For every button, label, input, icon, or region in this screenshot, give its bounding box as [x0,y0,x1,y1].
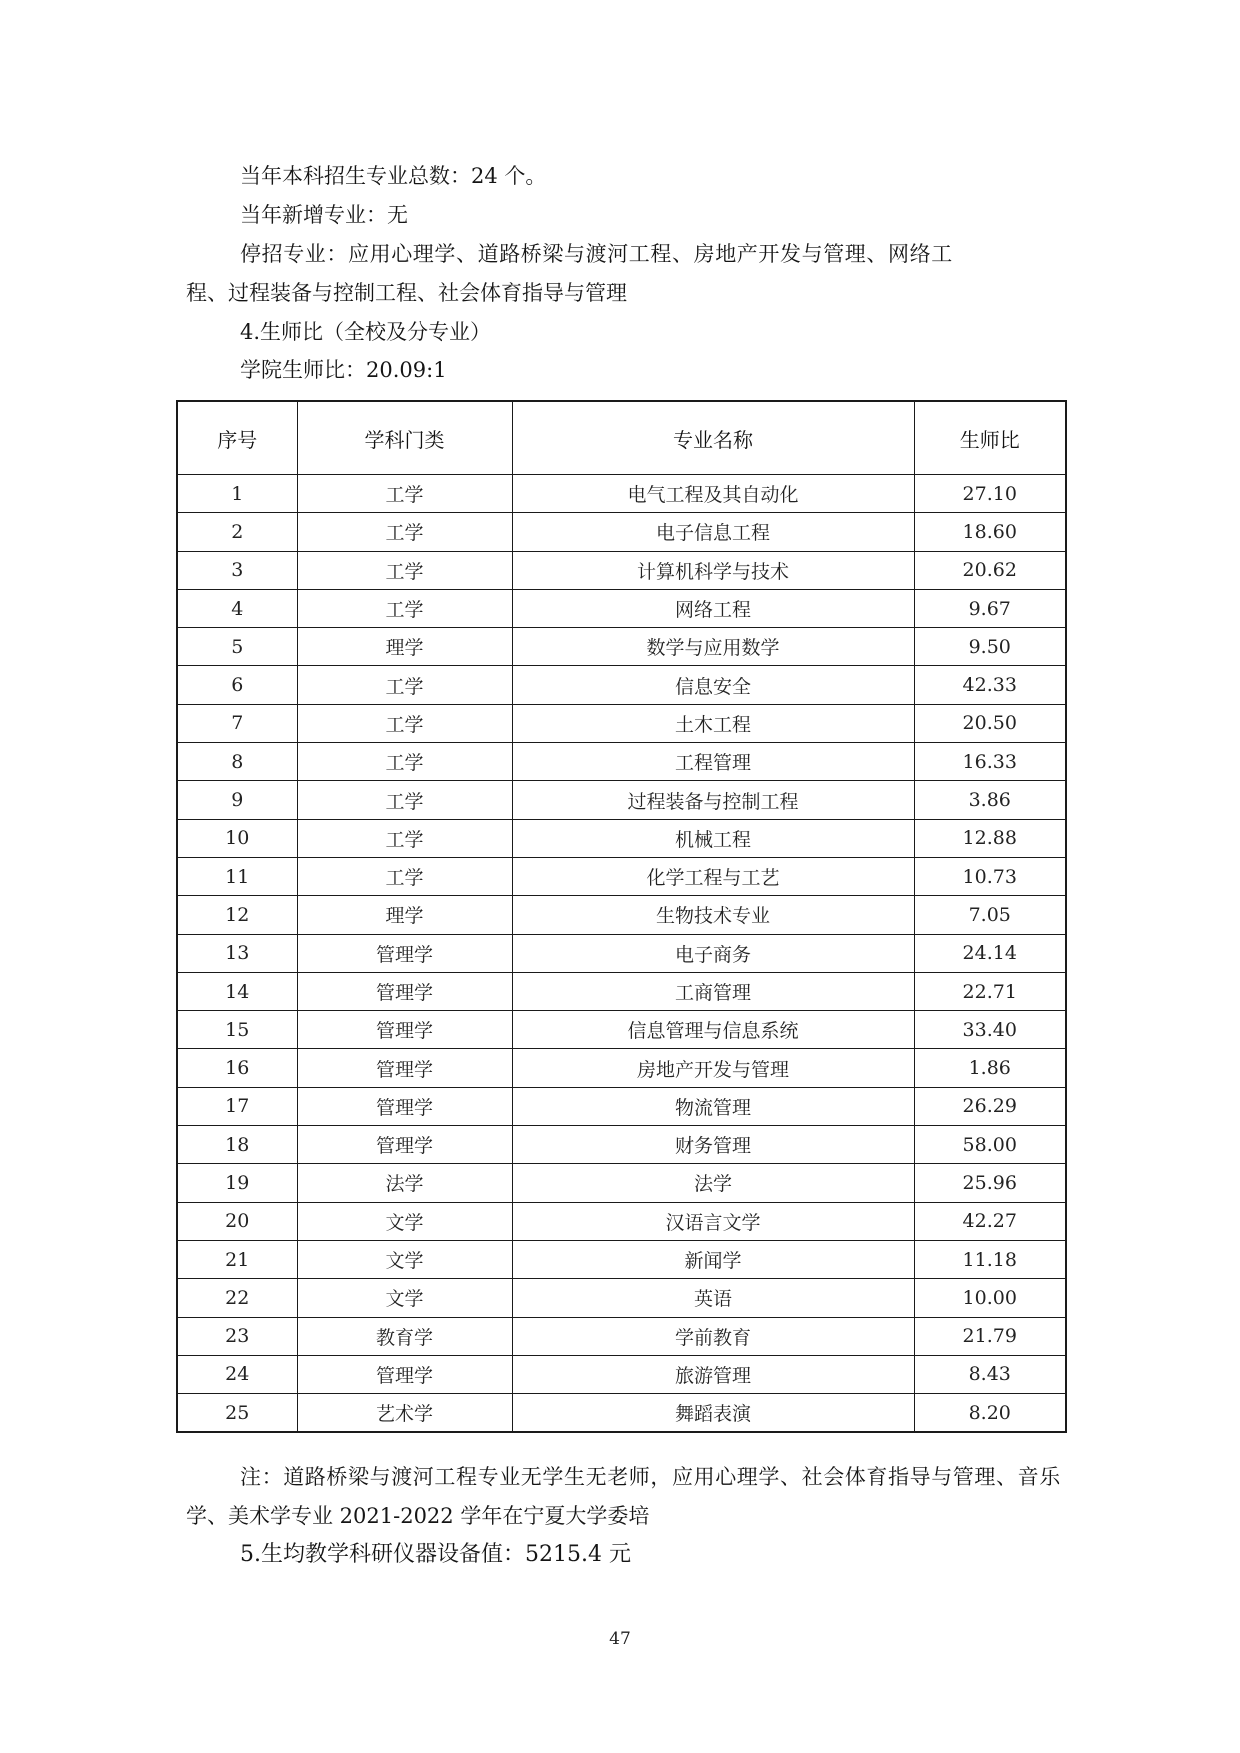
table-note-line1: 注：道路桥梁与渡河工程专业无学生无老师，应用心理学、社会体育指导与管理、音乐 [240,1465,1061,1489]
cell-index: 9 [177,781,297,819]
cell-major-name: 物流管理 [512,1087,914,1125]
cell-ratio: 7.05 [914,896,1066,934]
table-row [177,781,1066,819]
cell-index: 17 [177,1087,297,1125]
student-teacher-ratio-table [176,400,1067,1433]
header-discipline: 学科门类 [297,401,512,475]
cell-index: 5 [177,628,297,666]
table-row [177,857,1066,895]
table-row [177,1317,1066,1355]
cell-discipline: 管理学 [297,972,512,1010]
cell-major-name: 英语 [512,1279,914,1317]
cell-major-name: 新闻学 [512,1240,914,1278]
section5-equipment-value: 5.生均教学科研仪器设备值：5215.4 元 [240,1542,631,1567]
cell-index: 21 [177,1240,297,1278]
cell-index: 3 [177,551,297,589]
cell-ratio: 18.60 [914,513,1066,551]
cell-major-name: 信息管理与信息系统 [512,1011,914,1049]
cell-ratio: 8.43 [914,1355,1066,1393]
table-row [177,1049,1066,1087]
cell-major-name: 过程装备与控制工程 [512,781,914,819]
cell-ratio: 10.73 [914,857,1066,895]
cell-major-name: 计算机科学与技术 [512,551,914,589]
cell-major-name: 工程管理 [512,743,914,781]
header-major-name: 专业名称 [512,401,914,475]
cell-discipline: 管理学 [297,934,512,972]
cell-ratio: 10.00 [914,1279,1066,1317]
cell-discipline: 管理学 [297,1355,512,1393]
table-row [177,1011,1066,1049]
cell-index: 12 [177,896,297,934]
table-row [177,1240,1066,1278]
table-note-line2: 学、美术学专业 2021-2022 学年在宁夏大学委培 [186,1504,650,1528]
cell-major-name: 旅游管理 [512,1355,914,1393]
cell-index: 20 [177,1202,297,1240]
table-row [177,1202,1066,1240]
cell-discipline: 工学 [297,781,512,819]
cell-ratio: 24.14 [914,934,1066,972]
page-number: 47 [609,1629,631,1649]
table-row [177,666,1066,704]
cell-discipline: 工学 [297,819,512,857]
table-row [177,551,1066,589]
cell-major-name: 房地产开发与管理 [512,1049,914,1087]
cell-discipline: 工学 [297,666,512,704]
cell-index: 13 [177,934,297,972]
cell-ratio: 42.27 [914,1202,1066,1240]
cell-ratio: 58.00 [914,1126,1066,1164]
cell-discipline: 管理学 [297,1049,512,1087]
cell-discipline: 工学 [297,857,512,895]
cell-index: 24 [177,1355,297,1393]
cell-index: 18 [177,1126,297,1164]
cell-index: 2 [177,513,297,551]
cell-discipline: 教育学 [297,1317,512,1355]
cell-major-name: 财务管理 [512,1126,914,1164]
cell-discipline: 管理学 [297,1011,512,1049]
cell-index: 22 [177,1279,297,1317]
cell-discipline: 理学 [297,628,512,666]
table-row [177,896,1066,934]
cell-ratio: 20.50 [914,704,1066,742]
table-row [177,475,1066,513]
cell-ratio: 1.86 [914,1049,1066,1087]
table-row [177,589,1066,627]
cell-major-name: 机械工程 [512,819,914,857]
cell-discipline: 工学 [297,551,512,589]
cell-ratio: 9.67 [914,589,1066,627]
cell-ratio: 9.50 [914,628,1066,666]
cell-ratio: 26.29 [914,1087,1066,1125]
cell-major-name: 电子信息工程 [512,513,914,551]
cell-index: 7 [177,704,297,742]
cell-index: 4 [177,589,297,627]
cell-discipline: 工学 [297,513,512,551]
cell-ratio: 20.62 [914,551,1066,589]
cell-discipline: 工学 [297,475,512,513]
cell-index: 15 [177,1011,297,1049]
table-row [177,1279,1066,1317]
cell-ratio: 16.33 [914,743,1066,781]
table-row [177,1087,1066,1125]
table-row [177,628,1066,666]
table-row [177,1164,1066,1202]
cell-major-name: 工商管理 [512,972,914,1010]
new-majors-text: 当年新增专业：无 [240,203,408,227]
cell-ratio: 27.10 [914,475,1066,513]
cell-ratio: 8.20 [914,1394,1066,1433]
cell-major-name: 化学工程与工艺 [512,857,914,895]
cell-index: 16 [177,1049,297,1087]
cell-major-name: 汉语言文学 [512,1202,914,1240]
cell-discipline: 文学 [297,1202,512,1240]
cell-discipline: 管理学 [297,1087,512,1125]
cell-index: 10 [177,819,297,857]
cell-index: 23 [177,1317,297,1355]
cell-major-name: 电子商务 [512,934,914,972]
cell-discipline: 工学 [297,704,512,742]
suspended-majors-text-line2: 程、过程装备与控制工程、社会体育指导与管理 [186,281,627,305]
cell-index: 1 [177,475,297,513]
table-row [177,1126,1066,1164]
table-row [177,934,1066,972]
cell-discipline: 法学 [297,1164,512,1202]
cell-major-name: 舞蹈表演 [512,1394,914,1433]
suspended-majors-text-line1: 停招专业：应用心理学、道路桥梁与渡河工程、房地产开发与管理、网络工 [240,242,953,266]
table-row [177,743,1066,781]
cell-discipline: 艺术学 [297,1394,512,1433]
cell-discipline: 文学 [297,1240,512,1278]
cell-major-name: 信息安全 [512,666,914,704]
cell-discipline: 文学 [297,1279,512,1317]
cell-index: 8 [177,743,297,781]
cell-major-name: 生物技术专业 [512,896,914,934]
cell-ratio: 22.71 [914,972,1066,1010]
cell-major-name: 土木工程 [512,704,914,742]
header-ratio: 生师比 [914,401,1066,475]
cell-index: 14 [177,972,297,1010]
cell-ratio: 11.18 [914,1240,1066,1278]
cell-index: 6 [177,666,297,704]
cell-major-name: 法学 [512,1164,914,1202]
cell-index: 25 [177,1394,297,1433]
cell-discipline: 工学 [297,589,512,627]
cell-major-name: 电气工程及其自动化 [512,475,914,513]
cell-major-name: 网络工程 [512,589,914,627]
table-row [177,1394,1066,1433]
cell-major-name: 数学与应用数学 [512,628,914,666]
total-majors-text: 当年本科招生专业总数：24 个。 [240,164,547,188]
table-row [177,972,1066,1010]
cell-ratio: 42.33 [914,666,1066,704]
table-row [177,513,1066,551]
table-row [177,704,1066,742]
cell-ratio: 33.40 [914,1011,1066,1049]
cell-discipline: 工学 [297,743,512,781]
cell-ratio: 3.86 [914,781,1066,819]
table-row [177,819,1066,857]
cell-index: 19 [177,1164,297,1202]
header-index: 序号 [177,401,297,475]
cell-major-name: 学前教育 [512,1317,914,1355]
cell-ratio: 12.88 [914,819,1066,857]
cell-index: 11 [177,857,297,895]
cell-ratio: 21.79 [914,1317,1066,1355]
table-header-row [177,401,1066,475]
table-row [177,1355,1066,1393]
college-ratio-text: 学院生师比：20.09:1 [240,358,447,382]
cell-ratio: 25.96 [914,1164,1066,1202]
section4-heading: 4.生师比（全校及分专业） [240,320,492,344]
cell-discipline: 管理学 [297,1126,512,1164]
cell-discipline: 理学 [297,896,512,934]
